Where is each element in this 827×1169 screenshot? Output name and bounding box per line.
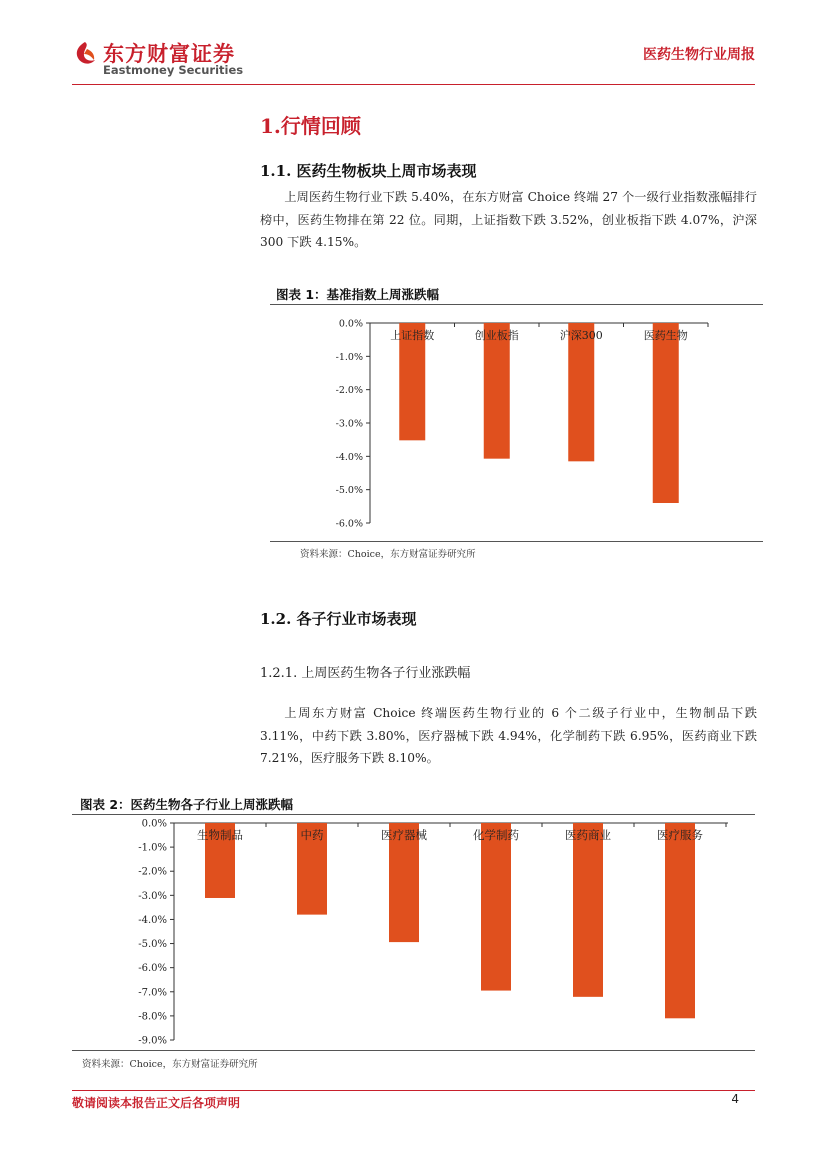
chart1-y-tick-label: 0.0% bbox=[338, 318, 363, 330]
chart1-category-label: 沪深300 bbox=[559, 329, 603, 342]
company-name-cn: 东方财富证券 bbox=[103, 42, 235, 66]
chart2-category-label: 医疗服务 bbox=[657, 828, 703, 842]
chart2-y-tick-label: -9.0% bbox=[138, 1035, 167, 1047]
chart1-bar bbox=[568, 323, 594, 461]
chart1-category-label: 医药生物 bbox=[643, 329, 688, 342]
paragraph-1-2-1: 上周东方财富 Choice 终端医药生物行业的 6 个二级子行业中，生物制品下跌 3.11%，中药下跌 3.80%，医疗器械下跌 4.94%，化学制药下跌 6.95%，医药商业下跌 7.21%，医疗服务下跌 8.10%。 bbox=[260, 706, 757, 765]
chart1-category-label: 上证指数 bbox=[390, 329, 435, 342]
chart2-y-tick-label: 0.0% bbox=[141, 818, 167, 830]
chart1-y-tick-label: -4.0% bbox=[335, 451, 363, 463]
figure1-caption: 图表 1：基准指数上周涨跌幅 bbox=[276, 287, 440, 302]
chart1-y-tick-label: -2.0% bbox=[335, 385, 363, 397]
chart2-y-tick-label: -8.0% bbox=[138, 1011, 167, 1023]
subsection-title-1-1: 1.1. 医药生物板块上周市场表现 bbox=[260, 162, 477, 180]
report-type: 医药生物行业周报 bbox=[643, 47, 755, 63]
chart1-category-label: 创业板指 bbox=[474, 329, 519, 342]
company-logo-icon bbox=[72, 40, 98, 68]
chart2-category-label: 化学制药 bbox=[473, 828, 519, 842]
chart1-bar bbox=[653, 323, 679, 503]
figure2-bottom-rule bbox=[72, 1050, 755, 1051]
chart2-y-tick-label: -1.0% bbox=[138, 842, 167, 854]
chart2-y-tick-label: -5.0% bbox=[138, 939, 167, 951]
footer-disclaimer: 敬请阅读本报告正文后各项声明 bbox=[72, 1096, 241, 1110]
chart2-bar bbox=[665, 823, 695, 1018]
page-number: 4 bbox=[731, 1092, 739, 1106]
footer-divider bbox=[72, 1090, 755, 1091]
chart2-bar bbox=[481, 823, 511, 991]
figure1-bottom-rule bbox=[270, 541, 763, 542]
chart2-y-tick-label: -6.0% bbox=[138, 963, 167, 975]
subsection-title-1-2-1: 1.2.1. 上周医药生物各子行业涨跌幅 bbox=[260, 666, 471, 681]
header-divider bbox=[72, 84, 755, 85]
chart1-bar bbox=[484, 323, 510, 459]
figure1-source: 资料来源：Choice，东方财富证券研究所 bbox=[300, 549, 476, 560]
chart1-y-tick-label: -6.0% bbox=[335, 518, 363, 530]
figure2-chart bbox=[72, 815, 755, 1050]
chart1-y-tick-label: -3.0% bbox=[335, 418, 363, 430]
chart2-y-tick-label: -2.0% bbox=[138, 866, 167, 878]
subsection-title-1-2: 1.2. 各子行业市场表现 bbox=[260, 610, 417, 628]
company-name-en: Eastmoney Securities bbox=[103, 63, 244, 77]
chart2-bar bbox=[573, 823, 603, 997]
chart2-category-label: 医疗器械 bbox=[381, 828, 427, 842]
paragraph-1-1: 上周医药生物行业下跌 5.40%，在东方财富 Choice 终端 27 个一级行业指数涨幅排行榜中，医药生物排在第 22 位。同期，上证指数下跌 3.52%，创业板指下跌 4.07%，沪深 300 下跌 4.15%。 bbox=[260, 190, 757, 249]
chart1-y-tick-label: -1.0% bbox=[335, 351, 363, 363]
figure2-source: 资料来源：Choice，东方财富证券研究所 bbox=[82, 1059, 258, 1070]
chart2-y-tick-label: -7.0% bbox=[138, 987, 167, 999]
chart2-y-tick-label: -3.0% bbox=[138, 890, 167, 902]
figure1-chart bbox=[270, 305, 763, 541]
figure2-caption: 图表 2：医药生物各子行业上周涨跌幅 bbox=[80, 797, 294, 812]
chart1-y-tick-label: -5.0% bbox=[335, 485, 363, 497]
chart2-category-label: 医药商业 bbox=[565, 828, 611, 842]
chart2-y-tick-label: -4.0% bbox=[138, 914, 167, 926]
section-title: 1.行情回顾 bbox=[260, 114, 361, 138]
chart2-category-label: 中药 bbox=[300, 828, 324, 842]
chart2-category-label: 生物制品 bbox=[197, 828, 243, 842]
